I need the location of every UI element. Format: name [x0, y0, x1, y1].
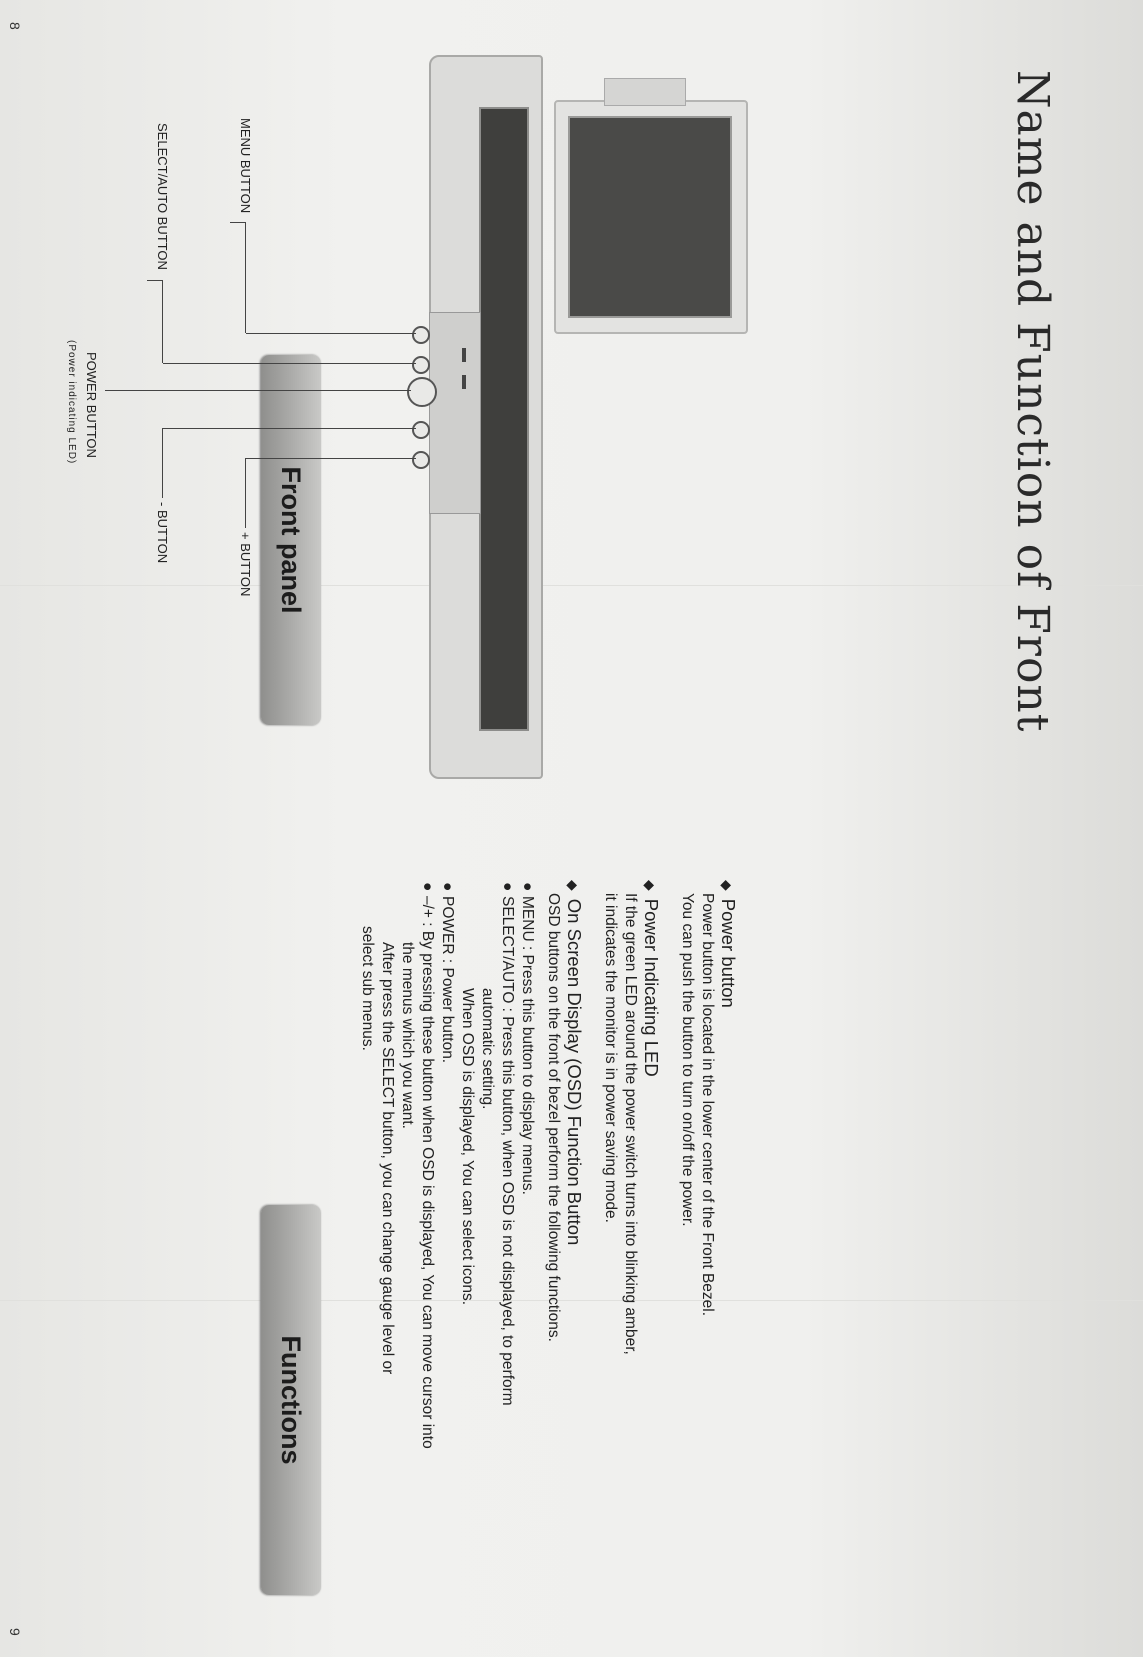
power-button[interactable]	[407, 377, 437, 407]
section-line: You can push the button to turn on/off the power.	[679, 893, 696, 1227]
list-item	[457, 880, 517, 1640]
monitor-stand	[604, 78, 686, 106]
select-leader-line	[163, 363, 416, 364]
minus-button[interactable]	[412, 421, 430, 439]
plus-leader-line	[246, 458, 416, 459]
power-leader-line	[105, 390, 411, 391]
diamond-bullet-icon: ◆	[642, 880, 658, 891]
select-auto-button[interactable]	[412, 356, 430, 374]
front-panel-heading-label: Front panel	[276, 466, 306, 614]
section-line: it indicates the monitor is in power saving mode.	[602, 893, 619, 1223]
dot-bullet-icon: ●	[499, 882, 516, 892]
power-button-label: POWER BUTTON	[84, 352, 99, 458]
dot-bullet-icon: ●	[419, 882, 436, 892]
power-led-section	[600, 880, 661, 1640]
menu-button-indicator	[462, 348, 466, 362]
osd-section	[543, 880, 584, 1640]
section-line: OSD buttons on the front of bezel perform the following functions.	[545, 893, 562, 1342]
osd-select-text: When OSD is displayed, You can select icons.	[459, 988, 476, 1306]
osd-select-text: automatic setting.	[479, 988, 496, 1110]
list-item	[357, 880, 437, 1640]
diamond-bullet-icon: ◆	[719, 880, 735, 891]
section-heading: Power Indicating LED	[641, 898, 662, 1077]
control-panel	[429, 312, 481, 514]
page-number: 9	[7, 1628, 23, 1636]
section-line: If the green LED around the power switch turns into blinking amber,	[622, 893, 639, 1355]
section-heading: On Screen Display (OSD) Function Button	[564, 898, 585, 1246]
plus-leader-line	[245, 458, 246, 528]
functions-heading	[261, 1205, 321, 1595]
bezel-screen	[479, 107, 529, 731]
page-title: Name and Function of Front	[1007, 70, 1058, 733]
dot-bullet-icon: ●	[439, 882, 456, 892]
minus-leader-line	[162, 428, 163, 498]
select-auto-button-label: SELECT/AUTO BUTTON	[155, 123, 170, 270]
section-heading: Power button	[718, 898, 739, 1008]
list-item	[517, 880, 537, 1640]
list-item	[437, 880, 457, 1640]
menu-leader-line	[230, 222, 246, 223]
menu-button-label: MENU BUTTON	[238, 118, 253, 214]
menu-leader-line	[246, 333, 416, 334]
osd-plus-minus-text: the menus which you want.	[399, 942, 416, 1129]
diamond-bullet-icon: ◆	[565, 880, 581, 891]
select-leader-line	[147, 280, 163, 281]
front-panel-heading	[261, 355, 321, 725]
select-button-indicator	[462, 375, 466, 389]
functions-text	[357, 880, 738, 1640]
power-led-sublabel: (Power indicating LED)	[66, 340, 77, 465]
plus-button[interactable]	[412, 451, 430, 469]
power-button-section	[677, 880, 738, 1640]
osd-plus-minus-text: After press the SELECT button, you can change gauge level or	[379, 942, 396, 1375]
functions-heading-label: Functions	[276, 1335, 306, 1465]
menu-button[interactable]	[412, 326, 430, 344]
front-bezel-illustration	[429, 55, 543, 779]
monitor-screen	[568, 116, 732, 318]
monitor-illustration	[554, 100, 748, 334]
dot-bullet-icon: ●	[519, 882, 536, 892]
osd-plus-minus-text: –/+ : By pressing these button when OSD is displayed, You can move cursor into	[419, 896, 436, 1449]
select-leader-line	[162, 280, 163, 363]
minus-leader-line	[163, 428, 416, 429]
osd-plus-minus-text: select sub menus.	[359, 926, 376, 1051]
page-number: 8	[7, 22, 23, 30]
osd-select-text: SELECT/AUTO : Press this button, when OSD is not displayed, to perform	[499, 896, 516, 1406]
menu-leader-line	[245, 222, 246, 333]
osd-menu-text: MENU : Press this button to display menus.	[519, 896, 536, 1195]
plus-button-label: + BUTTON	[238, 532, 253, 597]
section-line: Power button is located in the lower center of the Front Bezel.	[699, 893, 716, 1317]
osd-power-text: POWER : Power button.	[439, 896, 456, 1064]
osd-list	[357, 880, 537, 1640]
minus-button-label: - BUTTON	[155, 502, 170, 564]
